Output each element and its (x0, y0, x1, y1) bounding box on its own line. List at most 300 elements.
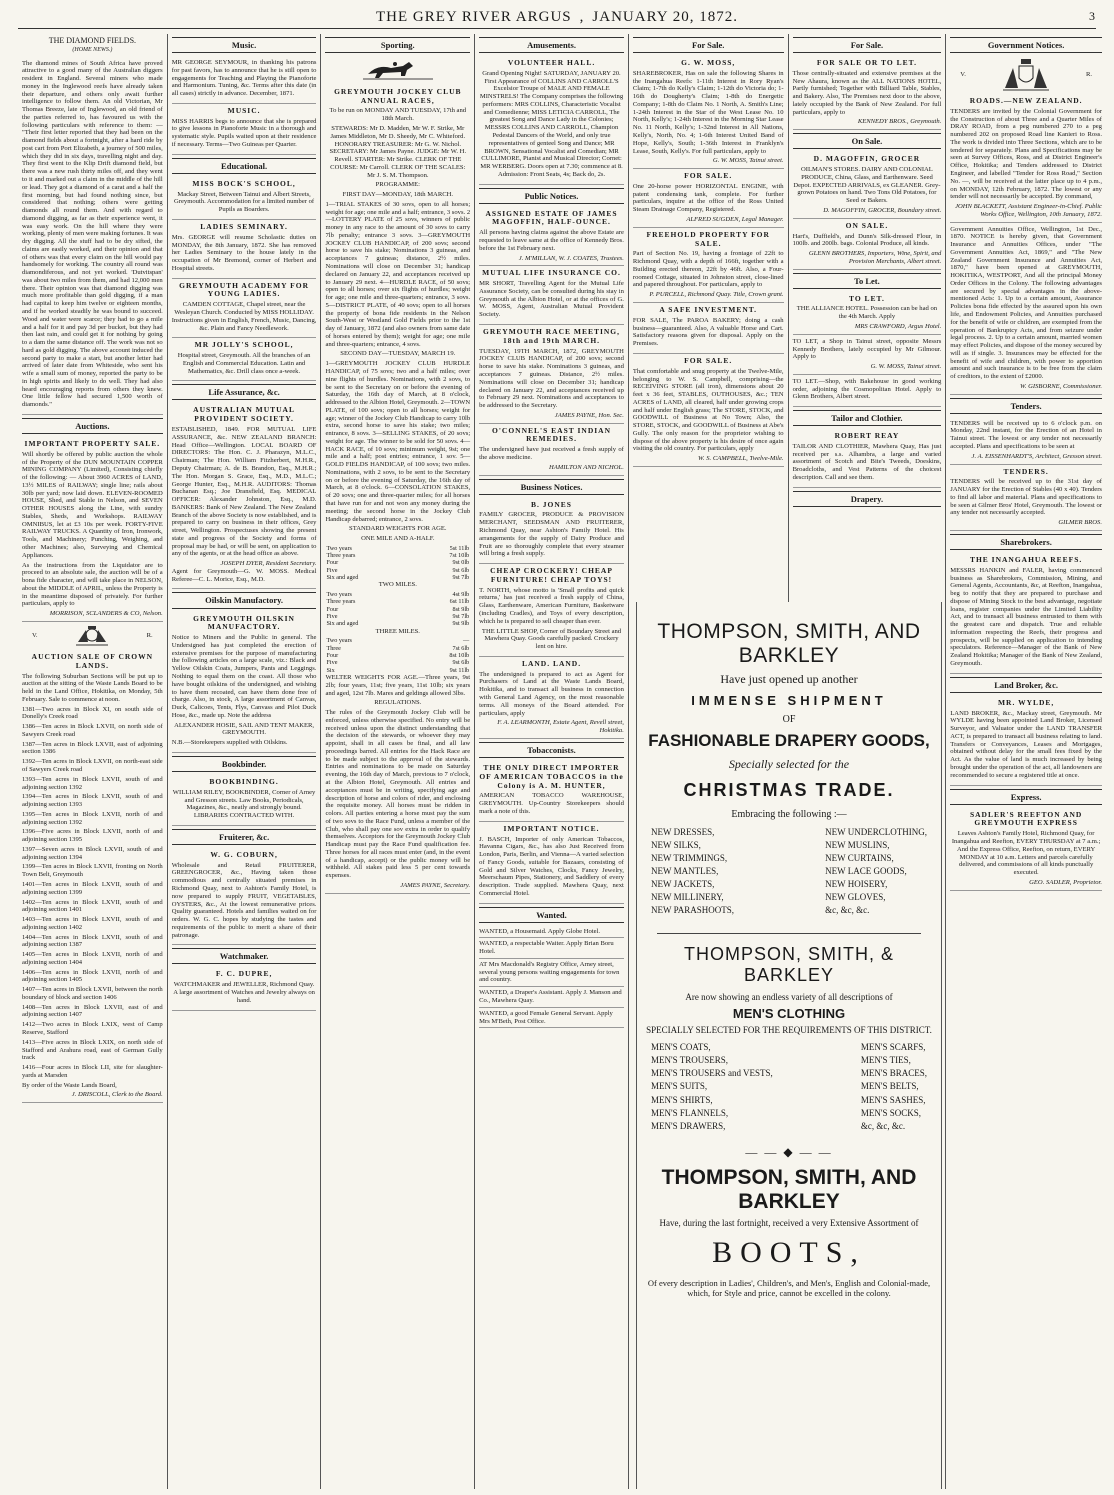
clothing-item: MEN'S BRACES, (860, 1068, 927, 1079)
weights-table (325, 637, 470, 674)
ad-text: TAILOR AND CLOTHIER, Mawhera Quay, Has just received per s.s. Alhambra, a large and varied assortment of Scotch and Bite's Tweeds, Doeskins, Broadcloths, and Vest Patterns of the choicest description. Call and see them. (792, 442, 942, 482)
clothing-item: MEN'S TROUSERS and VESTS, (651, 1068, 773, 1079)
divider (657, 933, 921, 934)
ad-text: That comfortable and snug property at the Twelve-Mile, belonging to W. S. Campbell, comprising—the RECEIVING STORE (all iron), dimensions about 20 feet x 36 feet, STABLES, OUTHOUSES, &c.; TEN ACRES of LAND, all cleared, half under growing crops and half under English grass; The STORE, STOCK, and GOODWILL of Business at No Town; Also, the STORE, STOCK, and GOODWILL of Business at Abe's Gully. The only reason for the proprietor wishing to dispose of the above property is his desire of once again visiting the old country. For particulars, apply (632, 367, 784, 453)
weight-cell: 7st 10lb (449, 552, 470, 560)
ad-text: PROGRAMME: (375, 181, 420, 189)
article-title: THE DIAMOND FIELDS. (48, 36, 137, 45)
clothing-item: MEN'S SHIRTS, (651, 1094, 713, 1105)
ad-text: Those centrally-situated and extensive premises at the New Ahaura, known as the ALL NATIONS HOTEL, Partly furnished; Together with Billiard Table, Stables, and Bakery. Also, The Premises next door to the above, lately occupied by the Bank of New Zealand. For full particulars, apply to (792, 69, 942, 116)
wanted-list (479, 926, 624, 1029)
ad-text: As the instructions from the Liquidator are to proceed to an absolute sale, the auction will be of a bona fide character, and will take place in NELSON, about the MIDDLE of APRIL, unless the Property is in the meantime disposed of privately. For further particulars, apply to (22, 561, 163, 608)
auction-ad-crown-lands (22, 650, 163, 1103)
ad-title: FOR SALE OR TO LET. (816, 58, 917, 68)
weight-cell: 9st 7lb (452, 574, 470, 582)
ad-text: MISS HARRIS begs to announce that she is prepared to give lessons in Pianoforte Music in a thorough and systematic style. Pupils waited upon at their residence if necessary. Terms—Two Guineas per Quarter. (171, 117, 317, 148)
age-cell: Two years (326, 637, 352, 645)
goods-item: NEW GLOVES, (825, 892, 886, 903)
ad-title: G. W. MOSS, (681, 58, 736, 68)
section-educational: Educational. (172, 158, 317, 174)
ad-safe-investment (633, 303, 784, 354)
goods-list-left (651, 826, 734, 917)
weights-row (325, 574, 470, 581)
ad-title: ASSIGNED ESTATE OF JAMES MAGOFFIN, HALF-OUNCE. (485, 208, 618, 227)
ad-text: AMERICAN TOBACCO WAREHOUSE, GREYMOUTH. Up-Country Storekeepers should mark a note of this. (479, 792, 624, 815)
lot-item: 1408—Ten acres in Block LXVII, east of and adjoining section 1407 (22, 1003, 163, 1019)
ad-mutual-life (479, 266, 624, 325)
ad-text: WELTER WEIGHTS FOR AGE.—Three years, 9st 2lb; four years, 11st; five years, 11st 10lb; six years and aged, 12st 7lb. Mares and geldings allowed 3lbs. (325, 674, 471, 697)
goods-lists (637, 820, 941, 923)
columns (18, 34, 1106, 1489)
goods-item: NEW SILKS, (651, 840, 701, 851)
ad-signature: G. W. MOSS, Tainui street. (870, 363, 942, 371)
clothing-lists (637, 1035, 941, 1138)
ad-text: Will shortly be offered by public auction the whole of the Property of the DUN MOUNTAIN COPPER MINING COMPANY (Limited), Consisting chiefly of the following: — About 3960 ACRES of LAND, 13½ MILES of RAILWAY; single line; rails about 30lb per yard; now laid down. ELEVEN-ROOMED HOUSE, Shed, and Stable in Nelson, and SEVEN OTHER HOUSES along the Line, with sundry Stables, Sheds, and Workshops. RAILWAY OMNIBUS, let at £3 10s per week. FORTY-FIVE RAILWAY TRUCKS. A Quantity of Iron, Ironwork, Tools, and Machinery; Punching, Weighing, and other Machines; also, Surveying and Chemical Appliances. (22, 450, 163, 559)
ad-text: SHAREBROKER, Has on sale the following Shares in the Inangahua Reefs: 1-11th Interest in Rory Ryan's Claim; 1-7th do Kelly's Claim; 1-12th do Victoria do; 1-16th do Dougherty's Claim; 1-8th do Energetic Company; 1-8th do Claim No. 1 North, A. Smith's Line; 1-24th Interest in the Star of the West Lease No. 10 North, Kelly's; 1-24th Interest in the Morning Star Lease No. 11 North, Kelly's; 1-32nd Interest in All Nations, Kelly's, North, No. 4; 1-6th Interest United Band of Hope, Kelly's, South; 1-36th Interest in Franklyn's Lease, South, Kelly's. For full particulars, apply to (632, 69, 784, 155)
lot-item: 1396—Five acres in Block LXVII, north of and adjoining section 1395 (22, 828, 163, 844)
firm-name-heading: THOMPSON, SMITH, & BARKLEY (683, 944, 894, 986)
ad-shop-tainui (793, 335, 942, 375)
ad-text: MR SHORT, Travelling Agent for the Mutual Life Assurance Society, can be consulted during his stay in Greymouth at the Albion Hotel, or at the offices of G. W. MOSS, Agent, Australian Mutual Provident Society. (479, 280, 624, 319)
ad-text: ESTABLISHED, 1849. FOR MUTUAL LIFE ASSURANCE, &c. NEW ZEALAND BRANCH: Head Office—Wellington. LOCAL BOARD OF DIRECTORS: The Hon. C. J. Pharazyn, M.L.C., Chairman; The Hon. William Fitzherbert, M.H.R., Deputy Chairman; A. de B. Brandon, Esq., M.H.R.; The Hon. Morgan S. Grace, Esq., M.D., M.L.C.; George Hunter, Esq., M.H.R. AUDITORS: Thomas Buchanan Esq.; Joe Dransfield, Esq. MEDICAL OFFICER: Alexander Johnston, Esq., M.D. BANKERS: Bank of New Zealand. The New Zealand Branch of the above Society is now established, and is prepared to carry on business in their offices, Grey street, Wellington. Prospectuses showing the present state and progress of the Society and forms of proposal may be had, or will be sent, on application to any of the agents, or at the head office as above. (171, 426, 317, 558)
lot-item: 1407—Ten acres in Block LXVII, between the north boundary of block and section 1406 (22, 986, 163, 1001)
ad-basch-notice (479, 822, 624, 904)
ad-inangahua-reefs (950, 553, 1102, 674)
goods-item: NEW CURTAINS, (825, 853, 894, 864)
weights-row (325, 552, 470, 559)
age-cell: Two years (326, 591, 352, 599)
weights-row (325, 559, 470, 566)
weight-cell: 9st 6lb (452, 566, 470, 574)
ad-text: Mackay Street, Between Tainui and Albert Streets, Greymouth. Accommodation for a limited number of Pupils as Boarders. (174, 190, 315, 214)
ad-text: Wholesale and Retail FRUITERER, GREENGROCER, &c., Having taken those commodious and centrally situated premises in Richmond Quay, next to Ashton's Family Hotel, is now prepared to supply FRUIT, VEGETABLES, OYSTERS, &c., At the lowest remunerative prices. Quality guaranteed. Hotels and families waited on for orders. W. G. C. hopes by studying the tastes and requirements of the public to merit a share of their patronage. (171, 861, 317, 939)
ad-race-meeting (479, 325, 624, 424)
ad-title: FOR SALE. (684, 355, 733, 365)
ad-signature: W. S. CAMPBELL, Twelve-Mile. (698, 455, 784, 463)
ad-text: CAMDEN COTTAGE, Chapel street, near the Wesleyan Church. Conducted by MISS HOLLIDAY. Instructions given in English, French, Music, Dancing, &c. Plain and Fancy Needlework. (171, 301, 317, 332)
ad-text: REGULATIONS. (374, 699, 422, 707)
ad-cheap-crockery (479, 564, 624, 657)
weights-row (325, 659, 470, 666)
section-for-sale: For Sale. (793, 37, 942, 53)
goods-item: NEW HOISERY, (825, 879, 888, 890)
goods-item: NEW TRIMMINGS, (651, 853, 728, 864)
ad-title: IMPORTANT PROPERTY SALE. (24, 438, 161, 448)
section-government-notices: Government Notices. (950, 37, 1102, 53)
ad-text: 1—GREYMOUTH JOCKEY CLUB HURDLE HANDICAP, of 75 sovs; two and a half miles; over nine flights of hurdles. Nominations, with 2 sovs, to be sent to the Secretary on or before the evening of Saturday, the 16th day of March, at 8 o'clock, addressed to the Albion Hotel, Greymouth. 2—TOWN PLATE, of 100 sovs; open to all horses; weight for age; winner of the Jockey Club Handicap to carry 10lb extra, second horse to save his stake; two miles; entrance, 8 sovs. 3—SELLING STAKES, of 20 sovs; weight for age. The winner to be sold for 50 sovs. 4—HACK RACE, of 10 sovs; minimum weight, 9st; one mile and a half; post entries; entrance, 1 sov. 5—GOLD FIELDS HANDICAP, of 100 sovs; two miles. Nominations, with 2 sovs, to be sent to the Secretary on or before the evening of Saturday, the 16th day of March, at 8 o'clock. 6—CONSOLATION STAKES, of 20 sovs; one and three-quarter miles; for all horses that have run for and not won any money during the meeting; the second horse in the Jockey Club Handicap debarred; entrance, 2 sovs. (325, 360, 471, 523)
ad-text: Agent for Greymouth—G. W. MOSS. Medical Referee—C. L. Morice, Esq., M.D. (171, 567, 317, 583)
weights-row (325, 567, 470, 574)
ad-text: The rules of the Greymouth Jockey Club will be enforced, unless otherwise specified. No entry will be received unless upon the distinct understanding that the decision of the stewards, or whoever they may appoint, shall in all cases be final, and all law proceedings barred. All entries for the Hack Race are to be made subject to the approval of the stewards. Entries and nominations to be made on Saturday evening, the 16th day of March, previous to 7 o'clock, at the Albion Hotel, Greymouth. All entries and acceptances must be in writing, specifying age and description of horse and colors of rider, and enclosing the requisite money. All horses must be ridden in colors. All parties entering a horse must pay the sum of two sovs to the Race Fund, unless a member of the Club, who shall pay one sov extra in order to qualify themselves. Acceptors for the Greymouth Jockey Club Handicap must pay the Race Fund qualification fee. Three horses for all races must enter (and, in the event of a handicap, accept) or the public money will be withheld. All stakes paid less 5 per cent towards expenses. (325, 709, 471, 880)
ad-title: W. G. COBURN, (210, 849, 278, 859)
clothing-item: MEN'S SUITS, (651, 1081, 708, 1092)
ad-title: VOLUNTEER HALL. (507, 58, 596, 68)
weights-title: STANDARD WEIGHTS FOR AGE. (349, 525, 447, 533)
ad-volunteer-hall (479, 56, 624, 185)
weights-row (325, 620, 470, 627)
section-express: Express. (950, 789, 1102, 805)
ad-title: ROADS.—NEW ZEALAND. (969, 96, 1083, 106)
ad-title: LADIES SEMINARY. (200, 221, 288, 231)
weight-cell: 5st 11lb (449, 544, 470, 552)
column-2 (168, 34, 322, 1489)
weight-cell: 8st 9lb (452, 605, 470, 613)
weights-table (325, 591, 470, 628)
ad-text: TO LET, a Shop in Tainui street, opposite Messrs Kennedy Brothers, lately occupied by Mr Gilmour. Apply to (792, 337, 942, 361)
ad-text: WILLIAM RILEY, BOOKBINDER, Corner of Arney and Gresson streets. Law Books, Periodicals, Magazines, &c., neatly and strongly bound. LIBRARIES CONTRACTED WITH. (172, 788, 316, 820)
age-cell: Three years (326, 552, 356, 560)
age-cell: Six and aged (326, 574, 359, 582)
ad-signature: ALFRED SUGDEN, Legal Manager. (686, 215, 784, 223)
ad-signature: J. DRISCOLL, Clerk to the Board. (71, 1091, 163, 1099)
section-life-assurance: Life Assurance, &c. (172, 384, 317, 400)
ad-title: CHEAP CROCKERY! CHEAP FURNITURE! CHEAP TOYS! (490, 566, 613, 584)
lot-item: 1394—Ten acres in Block LXVII, south of and adjoining section 1393 (22, 793, 163, 809)
ad-text: TUESDAY, 19TH MARCH, 1872, GREYMOUTH JOCKEY CLUB HANDICAP, of 200 sovs; second horse to save his stake. Nominations 3 guineas, and acceptances 7 guineas. Distance, 2½ miles. Nominations will close on December 31; handicap declared on January 22, and acceptances received up to February 29 next. Nominations and acceptances to be addressed to the Secretary. (479, 347, 624, 410)
column-7 (946, 34, 1106, 1489)
ad-title: MR JOLLY'S SCHOOL, (194, 340, 294, 350)
ad-bock-school (172, 177, 317, 220)
goods-item: &c, &c, &c. (825, 905, 870, 916)
weight-cell: 8st 10lb (449, 652, 470, 660)
ad-glenn-flour (793, 219, 942, 270)
auction-ad-property (22, 437, 163, 622)
ad-text: TENDERS will be received up to the 31st day of JANUARY for the Erection of Stables (40 x 40). Tenders to find all labor and material. Plans and specifications to be seen at Gilmer Bros' Hotel, Greymouth. The lowest or any tender not necessarily accepted. (950, 478, 1102, 517)
crest-letter-v: V. (32, 632, 38, 640)
weight-cell: 9st 0lb (452, 559, 470, 567)
ad-signature: JAMES PAYNE, Hon. Sec. (554, 411, 624, 419)
lot-item: 1399—Ten acres in Block LXVII, fronting on North Town Belt, Greymouth (22, 863, 163, 879)
lot-item: 1403—Ten acres in Block LXVII, south of and adjoining section 1402 (22, 916, 163, 931)
lot-item: 1402—Ten acres in Block LXVII, south of and adjoining section 1401 (22, 898, 163, 914)
ad-alliance-hotel (793, 292, 942, 335)
ad-line: Of every description in Ladies', Children's, and Men's, English and Colonial-made, which, for Style and price, cannot be excelled in the colony. (647, 1277, 931, 1298)
section-sporting: Sporting. (325, 37, 470, 53)
ad-seymour (172, 56, 317, 104)
ad-bakehouse (793, 375, 942, 407)
weight-cell: 9st 9lb (452, 620, 470, 628)
wanted-ad: WANTED, a Draper's Assistant. Apply J. Manson and Co., Mawhera Quay. (479, 987, 624, 1008)
ad-magoffin-grocer (793, 152, 942, 218)
goods-item: NEW LACE GOODS, (825, 866, 907, 877)
lot-item: 1387—Ten acres in Block LXVII, east of adjoining section 1386 (22, 740, 163, 756)
section-for-sale: For Sale. (633, 37, 784, 53)
ad-title: MR. WYLDE, (997, 697, 1055, 707)
issue-date: JANUARY 20, 1872. (592, 8, 739, 25)
ad-text: STEWARDS: Mr D. Madden, Mr W. F. Strike, Mr James Middleton, Mr D. Sheedy, Mr C. Whiteford. HONORARY TREASURER: Mr G. W. Nichol. SECRETARY: Mr James Payne. JUDGE: Mr W. H. Revell. STARTER: Mr Strike. CLERK OF THE COURSE: Mr Carroll. CLERK OF THE SCALES: Mr J. S. M. Thompson. (329, 125, 467, 179)
ad-text: Government Annuities Office, Wellington, 1st Dec., 1870. NOTICE is hereby given, that Government Insurance and Annuities Offices, under "The Government Annuities Act, 1869," and "The New Zealand Government Insurance and Annuities Act, 1870," have been opened at GREYMOUTH, HOKITIKA, WESTPORT, And all the principal Money Order Offices in the Colony. The following advantages are secured by special advantages in the above-mentioned Acts: 1. Up to a certain amount, Assurance Policies bona fide effected by the assured upon his own life, and Endowment Policies, and Annuities purchased for the benefit of wife or children, are exempted from the operation of Bankruptcy Acts, and from seizure under legal process. 2. Up to a certain amount, married women may effect Policies, and dispose of the money secured by will as if single. 3. Insurances may be effected for the benefit of wife and children, with power to apportion amount and such insurance is to be free from the claim of creditors, to the extent of £2000. (950, 225, 1102, 381)
age-cell: Five (326, 613, 338, 621)
age-cell: Three years (326, 598, 356, 606)
ad-robert-reay (793, 429, 942, 488)
ad-signature: G. W. MOSS, Tainui street. (712, 157, 784, 165)
ad-title: FOR SALE. (684, 171, 733, 181)
ad-text: The undersigned is prepared to act as Agent for Purchasers of Land at the Waste Lands Board, Hokitika, and to transact all business in connection with General Land Agency, on the most reasonable terms. All moneys of the Board attended. For particulars, apply (479, 670, 624, 717)
ad-title: IMPORTANT NOTICE. (503, 823, 600, 833)
ad-annuities (950, 223, 1102, 395)
firm-name-heading: THOMPSON, SMITH, AND BARKLEY (657, 620, 921, 667)
wanted-ad: AT Mrs Macdonald's Registry Office, Arney street, several young persons waiting engagements for town and country. (479, 959, 624, 987)
lot-item: 1381—Two acres in Block XI, on south side of Donelly's Creek road (22, 705, 163, 721)
weights-subtitle: TWO MILES. (378, 581, 417, 589)
weights-row (325, 645, 470, 652)
ad-text: THE LITTLE SHOP, Corner of Boundary Street and Mawhera Quay. Goods carefully packed. Crockery lent on hire. (481, 627, 622, 651)
ad-music-harris (172, 104, 317, 155)
ad-headline: FASHIONABLE DRAPERY GOODS, (648, 731, 930, 750)
ad-text: TO LET.—Shop, with Bakehouse in good working order, adjoining the Cosmopolitan Hotel. Apply to Glenn Brothers, Albert street. (792, 377, 942, 401)
section-auctions: Auctions. (22, 418, 163, 434)
ad-title: GREYMOUTH ACADEMY FOR YOUNG LADIES. (179, 280, 310, 299)
paper-title: THE GREY RIVER ARGUS (375, 8, 572, 25)
ad-signature: F. A. LEARMONTH, Estate Agent, Revell street, Hokitika. (497, 719, 624, 735)
weights-subtitle: ONE MILE AND A-HALF. (361, 535, 435, 543)
ad-title: ROBERT REAY (834, 431, 900, 441)
goods-list-right (825, 826, 927, 917)
age-cell: Three (326, 644, 341, 652)
ad-line: Have just opened up another (720, 672, 858, 686)
ad-title: LAND. LAND. (521, 658, 582, 668)
ad-greymouth-academy (172, 279, 317, 339)
age-cell: Five (326, 566, 338, 574)
ad-jolly-school (172, 338, 317, 381)
lot-item: 1412—Two acres in Block LXIX, west of Camp Reserve, Stafford (22, 1021, 163, 1036)
ad-text: FOR SALE, The PAROA BAKERY; doing a cash business—guaranteed. Also, A valuable Horse and Cart. Satisfactory reasons given for disposal. Apply on the Premises. (632, 316, 784, 348)
ad-signature: J. M'MILLAN, W. J. COATES, Trustees. (518, 254, 624, 262)
ad-all-nations-hotel (793, 56, 942, 130)
ad-title: BOOKBINDING. (209, 776, 279, 786)
ad-text: TENDERS will be received up to 6 o'clock p.m. on Monday, 22nd instant, for the Erection of an Hotel in Tainui street. The lowest or any tender not necessarily accepted. Plans and specifications to be seen at (950, 419, 1102, 450)
lot-item: 1395—Ten acres in Block LXVII, north of and adjoining section 1392 (22, 810, 163, 826)
ad-title: GREYMOUTH OILSKIN MANUFACTORY. (193, 613, 295, 632)
coat-of-arms-icon (72, 624, 112, 648)
ad-b-jones (479, 498, 624, 564)
age-cell: Four (326, 559, 339, 567)
ad-bookbinding (172, 775, 317, 826)
goods-item: NEW JACKETS, (651, 879, 715, 890)
lot-item: 1393—Ten acres in Block LXVII, south of and adjoining section 1392 (22, 775, 163, 791)
section-music: Music. (172, 37, 317, 53)
masthead: THE GREY RIVER ARGUS , JANUARY 20, 1872. 3 (18, 6, 1096, 29)
clothing-item: MEN'S FLANNELS, (651, 1107, 729, 1118)
ad-signature: MORRISON, SCLANDERS & CO, Nelson. (49, 610, 163, 618)
ad-title: THE ONLY DIRECT IMPORTER OF AMERICAN TOBACCOS in the Colony is A. M. HUNTER, (479, 762, 624, 790)
ad-title: O'CONNEL'S EAST INDIAN REMEDIES. (492, 425, 611, 444)
wanted-ad: WANTED, a respectable Waiter. Apply Brian Boru Hotel. (479, 938, 624, 959)
weights-row (325, 652, 470, 659)
ad-headline: BOOTS, (712, 1235, 866, 1269)
ad-engine-sale (633, 169, 784, 228)
ad-text: MESSRS HANKIN and FALER, having commenced business as Sharebrokers, Commission, Mining, and General Agents, Accountants, &c, at Reefton, Inangahua, beg to notify that they are prepared to purchase and dispose of Mining Stock to the best advantage, negotiate loans, register companies under the Limited Liability Act, and to transact all business entrusted to them with the greatest care and dispatch. True and reliable information respecting the Reefs, their progress and prospects, will be supplied on application to intending speculators. Reference—Manager of the Bank of New Zealand Hokitika; Manager of the Bank of New Zealand, Greymouth. (950, 566, 1102, 667)
ad-title: TENDERS. (1003, 466, 1049, 476)
ad-land-agent (479, 657, 624, 739)
ad-text: Hospital street, Greymouth. All the branches of an English and Commercial Education. Latin and Mathematics, &c. Drill class once a-week. (177, 352, 311, 375)
ad-title: A SAFE INVESTMENT. (659, 305, 758, 314)
weights-row (325, 598, 470, 605)
clothing-item: MEN'S BELTS, (860, 1081, 919, 1092)
section-drapery: Drapery. (793, 491, 942, 507)
ad-title: B. JONES (531, 499, 572, 509)
age-cell: Four (326, 652, 339, 660)
section-wanted: Wanted. (479, 907, 624, 923)
ad-moss-shares (633, 56, 784, 169)
section-public-notices: Public Notices. (479, 188, 624, 204)
lot-item: 1397—Seven acres in Block LXVII, south of and adjoining section 1394 (22, 845, 163, 861)
ad-ladies-seminary (172, 220, 317, 279)
section-business-notices: Business Notices. (479, 479, 624, 495)
lot-item: 1405—Ten acres in Block LXVII, north of and adjoining section 1404 (22, 951, 163, 966)
ad-signature: P. PURCELL, Richmond Quay. Title, Crown grant. (649, 291, 784, 299)
wanted-ad: WANTED, a Housemaid. Apply Globe Hotel. (479, 926, 624, 939)
ad-coburn (172, 848, 317, 946)
ad-line: Specially selected for the (728, 757, 850, 771)
weights-subtitle: THREE MILES. (375, 627, 420, 635)
weight-cell: 9st 11lb (449, 666, 470, 674)
drapery-advertisement (636, 602, 942, 1489)
ad-text: J. BASCH, Importer of only American Tobaccos, Havanna Cigars, &c., has also Just Received from London, Paris, Berlin, and Vienna—A varied selection of Fancy Goods, suitable for Bazaars, consisting of Gold and Silver Watches, Clocks, Fancy Jewelry, Meerschaum Pipes, Stationery, and Saddlery of every description. Trade supplied. Mawhera Quay, next Commercial Hotel. (479, 835, 624, 897)
clothing-item: MEN'S SOCKS, (860, 1107, 921, 1118)
section-bookbinder: Bookbinder. (172, 756, 317, 772)
ad-signature: KENNEDY BROS., Greymouth. (857, 118, 942, 126)
lot-item: 1413—Five acres in Block LXIX, on north side of Stafford and Arahura road, east of German Gully track (22, 1038, 163, 1062)
ad-headline: IMMENSE SHIPMENT (691, 693, 887, 708)
ad-text: One 20-horse power HORIZONTAL ENGINE, with patent condensing tank, complete. For further particulars, inquire at the office of the Ross United Steam Drainage Company, Registered. (632, 182, 784, 214)
article-subtitle: (HOME NEWS.) (72, 47, 113, 54)
clothing-item: MEN'S SASHES, (860, 1094, 926, 1105)
age-cell: Two years (326, 544, 352, 552)
weight-cell: 7st 6lb (452, 644, 470, 652)
ad-text: T. NORTH, whose motto is 'Small profits and quick returns,' has just received a fresh supply of China, Glass, Earthenware, American Furniture, Basketware (including Cradles), and Toys of every description, which he is prepared to sell cheaper than ever. (479, 586, 624, 625)
coat-of-arms-icon (1001, 58, 1051, 92)
age-cell: Four (326, 605, 339, 613)
ad-text: 1—TRIAL STAKES of 30 sovs, open to all horses; weight for age; one mile and a half; entrance, 3 sovs. 2—LOTTERY PLATE of 25 sovs, winners of public money in any race to the amount of 30 sovs to carry 7lb penalty; entrance 3 sovs. 3—GREYMOUTH JOCKEY CLUB HANDICAP, of 200 sovs; second horse to save his stake; Nominations 3 guineas, and acceptances 7 guineas; distance, 2½ miles. Nominations will close on December 31; handicap declared on January 22, and acceptances received up to January 29 next. 4—HURDLE RACE, of 50 sovs; open to all horses; over six flights of hurdles; weight for age; one mile and three-quarters; entrance, 3 sovs. 5—DISTRICT PLATE, of 40 sovs; open to all horses the property of bona fide residents in the Nelson South-West or Westland Gold Fields prior to the 1st day of January, 1872 (and also owners from same date of horses entered by them); weight for age; one mile and three-quarters; entrance, 4 sovs. (325, 200, 471, 348)
article-text: The diamond mines of South Africa have proved attractive to a good many of the Australian diggers resident in England. Several miners who made money in the Inglewood reefs have already taken their departure, and others only await further intelligence to follow them. An old Victorian, Mr Thomas Breeze, late of Inglewood, an old friend of the parties referred to, has favoured us with the following particulars with reference to them: — "Their first letter reported that they had been on the diamond fields about a fortnight, after a hard ride by post cart from Port Elizabeth, a journey of 500 miles, which they did in six days, travelling night and day. They first went to the Klip Drift diamond field, but there was a new rush thirty miles off, and they went to it and marked out a claim in the middle of the hill or lead. They got a diamond of a carat and a half the first morning, but had found nothing since, but considered that nothing; others were getting diamonds all round them. And with regard to diamond digging, as far as their experience went, it was easy work. On the hill where they were working, plenty of men were making fortunes. It was dry digging. All the stuff had to be dry sifted, the claims are easily worked, and their opinion and that of others was that every claim on the hill would pay handsomely for working. The country all round was diamondiferous, and not yet worked. 'Dutvitspan' was about two miles from them, and had 12,000 men there. Their opinion was that diamond digging was much more profitable than gold digging, if a man had capital to keep him twelve or eighteen months, and if he worked steadily he was bound to succeed. Wood and water were scarce; they had to go a mile and a half for it and pay 3d per bucket, but they had then last rain, and could get it for nothing by going to a dam the same distance off. The work was not so hard as gold digging. The above account induced the second party to make a start, but another letter had arrived of later date from Whiteside, who sent his wife a small sum of money, reported the party to be in high spirits and likely to do well. They had also heard encouraging reports from others they knew. One little fellow had secured 1,500 worth of diamonds." (22, 59, 163, 409)
clothing-list-left (651, 1041, 773, 1132)
ad-title: GREYMOUTH RACE MEETING, 18th and 19th MARCH. (483, 327, 620, 345)
ad-title: D. MAGOFFIN, GROCER (813, 154, 921, 164)
ad-magoffin-estate (479, 207, 624, 267)
ad-text: FAMILY GROCER, PRODUCE & PROVISION MERCHANT, SEEDSMAN AND FRUITERER, Richmond Quay, near Ashton's Family Hotel. His arrangements for the supply of Dairy Produce and Fruit are so thoroughly complete that every steamer will bring a fresh supply. (479, 511, 624, 558)
ad-line: Have, during the last fortnight, received a very Extensive Assortment of (659, 1217, 919, 1228)
ad-text: THE ALLIANCE HOTEL. Possession can be had on the 4th March. Apply (796, 305, 938, 321)
ad-signature: ALEXANDER HOSIE, SAIL AND TENT MAKER, GREYMOUTH. (174, 721, 315, 737)
ad-text: WATCHMAKER and JEWELLER, Richmond Quay. A large assortment of Watches and Jewelry always on hand. (173, 981, 315, 1004)
lot-list (22, 706, 163, 1080)
goods-item: NEW MUSLINS, (825, 840, 890, 851)
ad-freehold-property (633, 228, 784, 303)
ad-title: ON SALE. (845, 220, 889, 230)
ad-signature: J. A. EISSENHARDT'S, Architect, Gresson street. (971, 452, 1102, 460)
ad-line: OF (782, 714, 796, 725)
ad-title: MUTUAL LIFE INSURANCE CO. (482, 268, 621, 278)
ad-wylde (950, 696, 1102, 786)
section-on-sale: On Sale. (793, 133, 942, 149)
ad-signature: HAMILTON AND NICHOL. (548, 463, 624, 471)
page-number: 3 (1089, 9, 1096, 23)
ad-signature: GLENN BROTHERS, Importers, Wine, Spirit, and Provision Merchants, Albert street. (808, 250, 942, 265)
age-cell: Five (326, 659, 338, 667)
ad-text: All persons having claims against the above Estate are requested to leave same at the office of Kennedy Bros. before the 1st February next. (479, 229, 624, 252)
clothing-item: MEN'S TIES, (860, 1055, 911, 1066)
lot-item: 1392—Ten acres in Block LXVII, on north-east side of Sawyers Creek road (22, 758, 163, 774)
goods-item: NEW PARASHOOTS, (651, 905, 735, 916)
weight-cell: 6st 11lb (449, 598, 470, 606)
section-watchmaker: Watchmaker. (172, 948, 317, 964)
ad-oilskin (172, 612, 317, 753)
ad-line: SPECIALLY SELECTED FOR THE REQUIREMENTS OF THIS DISTRICT. (646, 1025, 932, 1036)
goods-item: NEW UNDERCLOTHING, (825, 827, 927, 837)
ad-text: By order of the Waste Lands Board, (22, 1081, 117, 1089)
ad-text: N.B.—Storekeepers supplied with Oilskins. (171, 739, 288, 747)
section-land-broker: Land Broker, &c. (950, 677, 1102, 693)
weights-row (325, 613, 470, 620)
column-1 (18, 34, 168, 1489)
ad-signature: JAMES PAYNE, Secretary. (400, 881, 471, 889)
weights-row (325, 591, 470, 598)
wanted-ad: WANTED, a good Female General Servant. Apply Mrs M'Beth, Post Office. (479, 1008, 624, 1029)
ad-text: Hart's, Duffield's, and Dunn's Silk-dressed Flour, in 100lb. and 200lb. bags. Colonial Produce, all kinds. (792, 232, 942, 248)
ad-text: The undersigned have just received a fresh supply of the above medicine. (479, 446, 624, 462)
ad-title: F. C. DUPRE, (215, 969, 273, 979)
ad-text: Notice to Miners and the Public in general. The Undersigned has just completed the erection of extensive premises for the purpose of manufacturing the following articles on a large scale, viz.: Black and Yellow Oilskin Coats, Jumpers, Pants and Leggings. Nothing to equal them on the coast. All those who have bought oilskins of the undersigned, and wishing to have them recoated, can have them done free of charge. Also, in stock, A large assortment of Canvas, Duck, Calicoes, Tents, Flys, Canvass and Pilot Duck Hose, &c., made up. Note the address (171, 634, 317, 719)
ad-signature: GILMER BROS. (1058, 519, 1102, 527)
clothing-list-right (861, 1041, 927, 1132)
ad-amp-society (172, 403, 317, 589)
ad-title: AUSTRALIAN MUTUAL PROVIDENT SOCIETY. (193, 405, 295, 424)
column-3 (321, 34, 475, 1489)
ad-text: Leaves Ashton's Family Hotel, Richmond Quay, for Inangahua and Reefton, EVERY THURSDAY at 7 a.m.; And the Express Office, Reefton, on return, EVERY MONDAY at 10 a.m. Letters and parcels carefully delivered, and commissions of all kinds punctually executed. (951, 830, 1101, 877)
ad-hotel-tender (950, 417, 1102, 465)
section-oilskin: Oilskin Manufactory. (172, 592, 317, 608)
article-body (22, 57, 163, 415)
ad-title: MUSIC. (227, 105, 261, 115)
ad-signature: JOSEPH DYER, Resident Secretary. (220, 560, 317, 568)
clothing-item: MEN'S COATS, (651, 1042, 711, 1053)
ad-text: SECOND DAY—TUESDAY, MARCH 19. (340, 350, 456, 358)
ad-signature: W. GISBORNE, Commissioner. (1019, 382, 1102, 390)
lot-item: 1416—Four acres in Block LII, site for slaughter-yards at Marsden (22, 1064, 163, 1079)
ad-signature: MRS CRAWFORD, Argus Hotel. (854, 322, 942, 330)
weights-row (325, 667, 470, 674)
section-to-let: To Let. (793, 273, 942, 289)
goods-item: NEW DRESSES, (651, 827, 715, 837)
firm-name-heading: THOMPSON, SMITH, AND BARKLEY (661, 1165, 917, 1213)
crest-letter-r: R. (146, 632, 153, 640)
section-sharebrokers: Sharebrokers. (950, 534, 1102, 550)
column-4 (475, 34, 629, 1489)
horse-race-illustration (325, 56, 470, 85)
weights-table (325, 545, 470, 582)
ad-signature: JOHN BLACKETT, Assistant Engineer-in-Chief. Public Works Office, Wellington, 10th January, 1872. (955, 203, 1102, 218)
crest-letter-v: V. (960, 71, 966, 79)
ad-text: TENDERS are invited by the Colonial Government for the Construction of about Three and a Quarter Miles of DRAY ROAD, from a peg numbered 270 to a peg numbered 202 on proposed Road line Kanieri to Ross. The work is divided into Three Sections, which are to be tendered for separately. Plans and Specifications may be seen at Survey Offices, Ross, and at District Engineer's Office, Hokitika; and Tenders addressed to District Engineer, and labelled "Tender for Ross Road," Section No. —, will be received at the latter place up to 4 p.m., on MONDAY, 12th February, 1872. The lowest or any tender will not necessarily be accepted. By command, (950, 107, 1102, 201)
weight-cell: — (462, 637, 470, 645)
ad-jockey-club (325, 85, 470, 894)
goods-item: NEW MANTLES, (651, 866, 719, 877)
section-tailor: Tailor and Clothier. (793, 410, 942, 426)
ad-line: Embracing the following :— (731, 809, 847, 820)
section-fruiterer: Fruiterer, &c. (172, 829, 317, 845)
ad-line: Are now showing an endless variety of all descriptions of (685, 992, 893, 1003)
ad-hunter-tobacco (479, 761, 624, 822)
ad-text: MR GEORGE SEYMOUR, in thanking his patrons for past favors, has to announce that he is still open to engagements for Teaching and Playing the Pianoforte and Harmonium. Tuning, &c. Terms after this date (in all cases) strictly in advance. December, 1871. (171, 59, 317, 98)
ad-oconnel-remedies (479, 424, 624, 476)
clothing-item: MEN'S DRAWERS, (651, 1120, 726, 1131)
goods-item: NEW MILLINERY, (651, 892, 724, 903)
ornamental-rule: — — ◆ — — (745, 1144, 833, 1159)
section-tenders: Tenders. (950, 398, 1102, 414)
section-amusements: Amusements. (479, 37, 624, 53)
ad-stables-tender (950, 465, 1102, 531)
